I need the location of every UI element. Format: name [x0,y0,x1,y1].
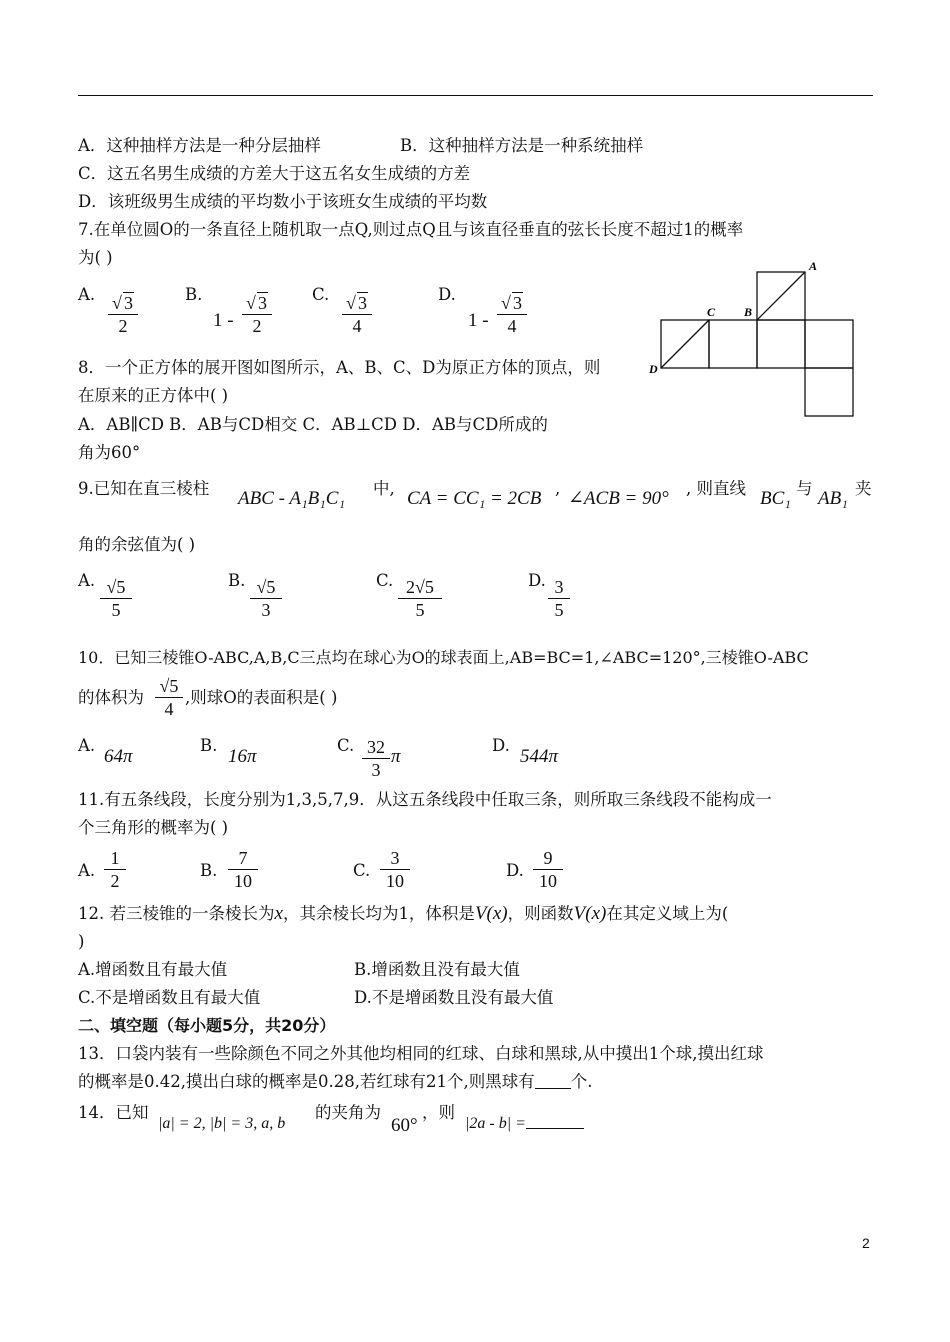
q10-stem-post: ,则球O的表面积是( ) [185,688,338,707]
page-number: 2 [862,1235,870,1251]
label-d: D [649,362,658,376]
q9-label-b: B. [228,571,246,590]
q9-line-a: BC₁ [760,488,791,509]
q9-prism: ABC - A₁B₁C₁ [238,488,346,509]
q10-volume-fraction: √5 4 [155,675,183,720]
q13-stem-pre: 的概率是0.42,摸出白球的概率是0.28,若红球有21个,则黑球有 [78,1072,535,1091]
q9-cond-1: CA = CC₁ = 2CB [407,488,542,509]
q14-expression [465,1113,584,1135]
q13-answer-blank[interactable] [535,1072,571,1089]
q11-stem: 11.有五条线段，长度分别为1,3,5,7,9．从这五条线段中任取三条，则所取三条线段不能构成一 [78,790,772,809]
q12-option-b: B.增函数且没有最大值 [354,960,520,979]
q9-cond-2: ∠ACB = 90° [568,488,669,509]
q14-stem-mid: 的夹角为 [315,1103,381,1122]
q10-label-b: B. [200,736,218,755]
q12-vx-1: V(x) [474,903,508,924]
q7-option-c-fraction: √ 3 4 [342,292,372,337]
q11-option-b-fraction: 7 10 [228,847,258,892]
q6-option-a: A．这种抽样方法是一种分层抽样 [78,136,321,155]
q9-option-a-fraction: √5 5 [100,576,132,621]
q10-label-c: C. [337,736,355,755]
segment-ab [757,272,805,320]
q11-label-b: B. [200,861,218,880]
q7-option-b-fraction: √ 3 2 [242,292,272,337]
q10-option-c-pi: π [391,746,401,767]
q8-stem: 8．一个正方体的展开图如图所示，A、B、C、D为原正方体的顶点，则 [78,358,601,377]
q12-var-x: x [274,903,283,924]
q6-option-b: B．这种抽样方法是一种系统抽样 [400,136,644,155]
q8-stem-2: 在原来的正方体中( ) [78,386,229,405]
net-square-4 [805,320,853,368]
q10-stem: 10．已知三棱锥O-ABC,A,B,C三点均在球心为O的球表面上,AB=BC=1,∠ABC=120°,三棱锥O-ABC [78,648,809,667]
q12-option-c: C.不是增函数且有最大值 [78,988,261,1007]
q11-stem-2: 个三角形的概率为( ) [78,818,229,837]
section-2-heading: 二、填空题（每小题5分，共20分） [78,1016,336,1035]
q9-stem-2: 角的余弦值为( ) [78,535,196,554]
q6-option-c: C．这五名男生成绩的方差大于这五名女生成绩的方差 [78,164,471,183]
net-square-2 [709,320,757,368]
q9-and: 与 [796,479,813,498]
q11-option-a-fraction: 1 2 [104,847,126,892]
q13-stem-post: 个. [570,1072,593,1091]
q9-comma: , [555,479,561,498]
net-square-bottom [805,368,853,416]
q14-condition: |a| = 2, |b| = 3, a, b [158,1115,286,1132]
q9-label-d: D. [528,571,546,590]
q7-stem: 7.在单位圆O的一条直径上随机取一点Q,则过点Q且与该直径垂直的弦长长度不超过1的概率 [78,220,744,239]
q9-then: , 则直线 [686,479,746,498]
q9-option-b-fraction: √5 3 [250,576,282,621]
q9-label-c: C. [376,571,394,590]
q10-option-b: 16π [228,746,257,767]
q14-angle: 60° [391,1115,418,1136]
net-square-3 [757,320,805,368]
q10-label-a: A. [78,736,96,755]
header-rule [78,95,873,96]
q11-label-a: A. [78,861,96,880]
q14-stem-pre: 14．已知 [78,1103,149,1122]
q10-option-d: 544π [520,746,559,767]
q11-label-d: D. [506,861,524,880]
q9-option-d-fraction: 3 5 [548,576,570,621]
cube-net-figure [645,258,870,423]
q11-option-d-fraction: 9 10 [533,847,563,892]
q10-stem-pre: 的体积为 [78,688,144,707]
q7-option-b-prefix: 1 - [213,310,234,331]
q7-option-d-prefix: 1 - [468,310,489,331]
q9-jia: 夹 [855,479,872,498]
q7-label-b: B. [185,285,203,304]
q14-stem-then: ，则 [422,1103,455,1122]
q12-stem-2: ) [78,932,85,951]
q6-option-d: D．该班级男生成绩的平均数小于该班女生成绩的平均数 [78,192,488,211]
q9-label-a: A. [78,571,96,590]
q9-option-c-fraction: 2√5 5 [398,576,442,621]
q9-line-b: AB₁ [818,488,848,509]
q10-option-c-fraction: 32 3 [362,736,390,781]
q12-stem-b: ，其余棱长均为1，体积是 [282,904,475,923]
q10-label-d: D. [492,736,510,755]
q11-label-c: C. [353,861,371,880]
q12-stem-c: ，则函数 [507,904,574,923]
q9-stem-pre: 9.已知在直三棱柱 [78,479,210,498]
label-b: B [744,305,753,319]
q11-option-c-fraction: 3 10 [380,847,410,892]
q13-stem: 13．口袋内装有一些除颜色不同之外其他均相同的红球、白球和黑球,从中摸出1个球,摸出红球 [78,1044,764,1063]
q14-answer-blank[interactable] [526,1120,584,1129]
q12-stem-d: 在其定义域上为( [606,904,729,923]
q12-stem-a: 12. 若三棱锥的一条棱长为 [78,904,275,923]
q14-expression-text: |2a - b| = [465,1115,526,1132]
q13-stem-2 [78,1071,592,1093]
q12-stem [78,903,728,925]
q10-option-a: 64π [104,746,133,767]
label-c: C [707,305,716,319]
q9-stem-mid: 中, [373,479,395,498]
q7-option-a-fraction: √ 3 2 [108,292,138,337]
label-a: A [809,259,818,273]
q12-option-d: D.不是增函数且没有最大值 [354,988,554,1007]
q8-options: A．AB∥CD B．AB与CD相交 C．AB⊥CD D．AB与CD所成的 [78,415,548,434]
q8-options-2: 角为60° [78,443,141,462]
q7-option-d-fraction: √ 3 4 [497,292,527,337]
q12-vx-2: V(x) [573,903,607,924]
q12-option-a: A.增函数且有最大值 [78,960,228,979]
segment-cd [661,320,709,368]
q7-label-c: C. [312,285,330,304]
q7-label-d: D. [438,285,456,304]
q7-stem-2: 为( ) [78,248,113,267]
q7-label-a: A. [78,285,96,304]
